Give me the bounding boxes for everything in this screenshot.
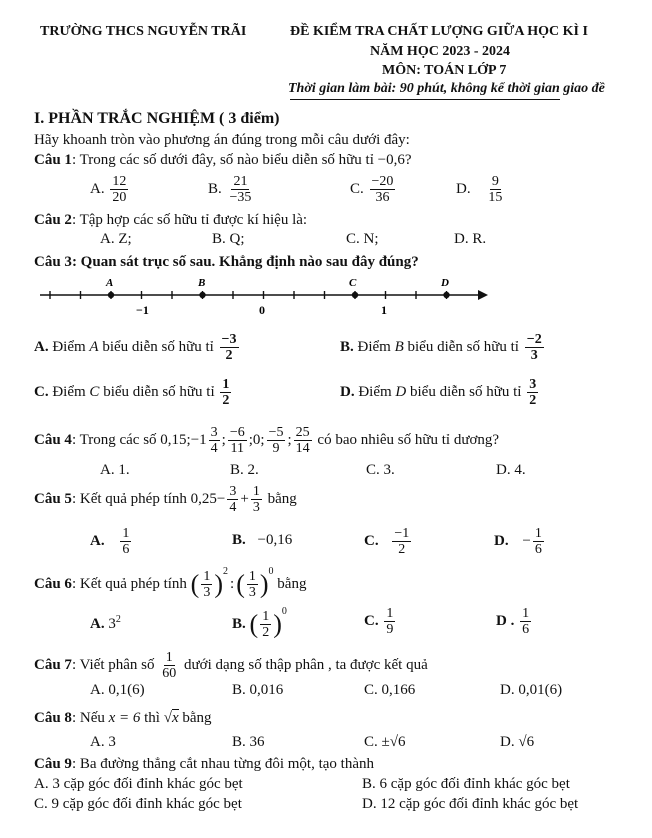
- q8-option-d[interactable]: D. √6: [500, 734, 535, 750]
- school-year: NĂM HỌC 2023 - 2024: [370, 44, 510, 59]
- fraction: $\frac{1}{6}$: [522, 606, 530, 637]
- q7-option-b[interactable]: B. 0,016: [232, 682, 284, 698]
- option-letter: D.: [456, 180, 471, 197]
- q9-option-d[interactable]: D. 12 cặp góc đối đỉnh khác góc bẹt: [362, 796, 579, 812]
- fraction: $\frac{1}{60}$: [162, 650, 177, 681]
- q1-option-d[interactable]: [456, 174, 506, 205]
- option-sign: −: [522, 532, 531, 549]
- question-5: Câu 5: Kết quả phép tính 0,25− $\frac{3}{4}$ + $\frac{1}{3}$ bằng: [34, 484, 297, 515]
- question-text: bằng: [263, 490, 297, 507]
- question-text: thì: [140, 710, 164, 726]
- question-label: Câu 3: [34, 254, 72, 270]
- question-label: Câu 5: [34, 490, 72, 507]
- question-text: : Quan sát trục số sau. Khẳng định nào sau đây đúng?: [71, 254, 419, 270]
- option-point: B: [394, 338, 404, 355]
- option-letter: A.: [90, 180, 105, 197]
- subject: MÔN: TOÁN LỚP 7: [382, 63, 507, 78]
- option-letter: B.: [340, 338, 354, 355]
- q3-option-d[interactable]: [340, 377, 540, 408]
- axis-point: [108, 292, 114, 298]
- q2-option-c[interactable]: C. N;: [346, 231, 379, 247]
- point-label-d: D: [441, 277, 449, 289]
- q4-option-c[interactable]: C. 3.: [366, 462, 395, 478]
- option-text: biểu diễn số hữu tỉ: [98, 338, 214, 355]
- q9-option-c[interactable]: C. 9 cặp góc đối đỉnh khác góc bẹt: [34, 796, 242, 812]
- fraction: $\frac{1}{6}$: [122, 526, 130, 557]
- q4-option-b[interactable]: B. 2.: [230, 462, 259, 478]
- question-text: : Tập hợp các số hữu tỉ được kí hiệu là:: [71, 212, 308, 228]
- fraction: $\frac{25}{14}$: [295, 425, 310, 456]
- question-label: Câu 1: [34, 152, 72, 168]
- question-label: Câu 8: [34, 710, 72, 726]
- option-letter: B.: [232, 616, 246, 632]
- q7-option-a[interactable]: A. 0,1(6): [90, 682, 145, 698]
- q4-option-a[interactable]: A. 1.: [100, 462, 130, 478]
- option-text: Điểm: [52, 338, 90, 355]
- question-label: Câu 6: [34, 576, 72, 592]
- fraction: $\frac{9}{15}$: [488, 174, 503, 205]
- question-text: : Trong các số dưới đây, số nào biểu diễn số hữu tỉ −0,6?: [71, 152, 412, 168]
- option-text: Điểm: [52, 383, 90, 400]
- question-4: Câu 4: Trong các số 0,15;−1 $\frac{3}{4}$ ; $\frac{-6}{11}$ ;0; $\frac{-5}{9}$ ; $\frac{25}{14}$ có bao nhiêu số hữu tỉ dương?: [34, 425, 500, 456]
- fraction: $\frac{1}{6}$: [534, 526, 542, 557]
- question-text: có bao nhiêu số hữu tỉ dương?: [313, 431, 500, 448]
- fraction: $\frac{1}{3}$: [248, 569, 256, 601]
- axis-point: [443, 292, 449, 298]
- question-text: : Viết phân số: [71, 656, 159, 673]
- question-text: : Ba đường thẳng cắt nhau từng đôi một, tạo thành: [71, 756, 374, 772]
- fraction: $\frac{-5}{9}$: [268, 425, 284, 456]
- question-text: : Nếu: [71, 710, 109, 726]
- sqrt-symbol: √: [163, 710, 172, 726]
- condition: x = 6: [108, 710, 141, 726]
- question-3: [34, 254, 419, 271]
- tick-label-minus-1: −1: [136, 303, 149, 317]
- option-letter: D.: [340, 383, 355, 400]
- option-text: biểu diễn số hữu tỉ: [406, 383, 522, 400]
- option-point: A: [89, 338, 99, 355]
- q6-option-d[interactable]: [496, 606, 533, 637]
- q5-option-c[interactable]: [364, 526, 413, 557]
- option-text: Điểm: [358, 383, 396, 400]
- tick-label-1: 1: [381, 303, 387, 317]
- question-8: [34, 710, 212, 727]
- axis-point: [352, 292, 358, 298]
- fraction: $\frac{1}{9}$: [386, 606, 394, 637]
- option-point: C: [89, 383, 100, 400]
- q1-option-a[interactable]: [90, 174, 130, 205]
- point-label-c: C: [349, 277, 357, 289]
- point-label-a: A: [106, 277, 114, 289]
- option-text: biểu diễn số hữu tỉ: [403, 338, 519, 355]
- q1-option-c[interactable]: [350, 174, 397, 205]
- q7-option-d[interactable]: D. 0,01(6): [500, 682, 563, 698]
- option-letter: D.: [494, 532, 509, 549]
- q1-option-b[interactable]: [208, 174, 255, 205]
- fraction: $\frac{3}{4}$: [210, 425, 218, 456]
- q2-option-a[interactable]: A. Z;: [100, 231, 132, 247]
- q2-option-b[interactable]: B. Q;: [212, 231, 245, 247]
- question-label: Câu 4: [34, 431, 72, 448]
- fraction: $\frac{-3}{2}$: [221, 332, 237, 363]
- option-value: −0,16: [257, 532, 293, 548]
- question-text: bằng: [273, 576, 307, 592]
- q6-option-a[interactable]: A. $3^2$: [90, 614, 121, 632]
- fraction: $\frac{3}{2}$: [529, 377, 537, 408]
- question-7: [34, 650, 428, 681]
- option-letter: C.: [364, 612, 379, 629]
- q4-option-d[interactable]: D. 4.: [496, 462, 526, 478]
- sqrt-arg: x: [171, 710, 179, 726]
- question-text: dưới dạng số thập phân , ta được kết quả: [180, 656, 428, 673]
- fraction: $\frac{1}{3}$: [252, 484, 260, 515]
- question-text: : Kết quả phép tính: [71, 576, 191, 592]
- q5-option-d[interactable]: [494, 526, 546, 557]
- option-letter: B.: [208, 180, 222, 197]
- fraction: $\frac{3}{4}$: [229, 484, 237, 515]
- fraction: $\frac{1}{3}$: [203, 569, 211, 601]
- q2-option-d[interactable]: D. R.: [454, 231, 487, 247]
- option-letter: C.: [350, 180, 364, 197]
- question-6: Câu 6: Kết quả phép tính ( $\frac{1}{3}$ )$^2$:( $\frac{1}{3}$ )$^0$ bằng: [34, 566, 307, 601]
- axis-point: [199, 292, 205, 298]
- question-text: bằng: [178, 710, 212, 726]
- point-label-b: B: [198, 277, 206, 289]
- fraction: $\frac{1}{2}$: [262, 609, 270, 641]
- section-title: I. PHẦN TRẮC NGHIỆM ( 3 điểm): [34, 110, 280, 127]
- fraction: $\frac{21}{-35}$: [229, 174, 252, 205]
- question-1: [34, 152, 412, 169]
- fraction: $\frac{-6}{11}$: [229, 425, 245, 456]
- q3-option-a[interactable]: [34, 332, 241, 363]
- q5-option-b[interactable]: [232, 532, 292, 549]
- underline-divider: [290, 99, 560, 100]
- q8-option-c[interactable]: C. ±√6: [364, 734, 406, 750]
- option-text: Điểm: [357, 338, 395, 355]
- q8-option-b[interactable]: B. 36: [232, 734, 265, 750]
- fraction: $\frac{12}{20}$: [112, 174, 127, 205]
- question-label: Câu 7: [34, 656, 72, 673]
- option-letter: C.: [364, 532, 379, 549]
- q6-option-b[interactable]: B. ( $\frac{1}{2}$ )$^0$: [232, 606, 287, 641]
- option-letter: B.: [232, 532, 246, 548]
- fraction: $\frac{1}{2}$: [222, 377, 230, 408]
- question-2: [34, 212, 307, 229]
- q3-option-c[interactable]: [34, 377, 233, 408]
- q3-option-b[interactable]: [340, 332, 546, 363]
- question-label: Câu 9: [34, 756, 72, 772]
- q6-option-c[interactable]: [364, 606, 397, 637]
- option-letter: A.: [90, 616, 105, 632]
- q5-option-a[interactable]: [90, 526, 133, 557]
- option-letter: D .: [496, 612, 515, 629]
- question-text: : Trong các số 0,15;−1: [71, 431, 207, 448]
- fraction: $\frac{-1}{2}$: [394, 526, 410, 557]
- exam-title: ĐỀ KIỂM TRA CHẤT LƯỢNG GIỮA HỌC KÌ I: [290, 24, 588, 39]
- instruction: Hãy khoanh tròn vào phương án đúng trong mỗi câu dưới đây:: [34, 132, 410, 148]
- option-letter: C.: [34, 383, 49, 400]
- number-line: [40, 276, 500, 322]
- q9-option-a[interactable]: A. 3 cặp góc đối đỉnh khác góc bẹt: [34, 776, 243, 792]
- fraction: $\frac{-20}{36}$: [371, 174, 394, 205]
- q8-option-a[interactable]: A. 3: [90, 734, 116, 750]
- option-point: D: [395, 383, 407, 400]
- exam-time: Thời gian làm bài: 90 phút, không kể thời gian giao đề: [288, 81, 605, 96]
- question-text: : Kết quả phép tính 0,25−: [71, 490, 226, 507]
- option-letter: A.: [34, 338, 49, 355]
- question-label: Câu 2: [34, 212, 72, 228]
- q7-option-c[interactable]: C. 0,166: [364, 682, 416, 698]
- option-text: biểu diễn số hữu tỉ: [99, 383, 215, 400]
- question-9: [34, 756, 374, 773]
- school-name: TRƯỜNG THCS NGUYỄN TRÃI: [40, 24, 247, 39]
- option-letter: A.: [90, 532, 105, 549]
- q9-option-b[interactable]: B. 6 cặp góc đối đỉnh khác góc bẹt: [362, 776, 570, 792]
- tick-label-0: 0: [259, 303, 265, 317]
- fraction: $\frac{-2}{3}$: [526, 332, 542, 363]
